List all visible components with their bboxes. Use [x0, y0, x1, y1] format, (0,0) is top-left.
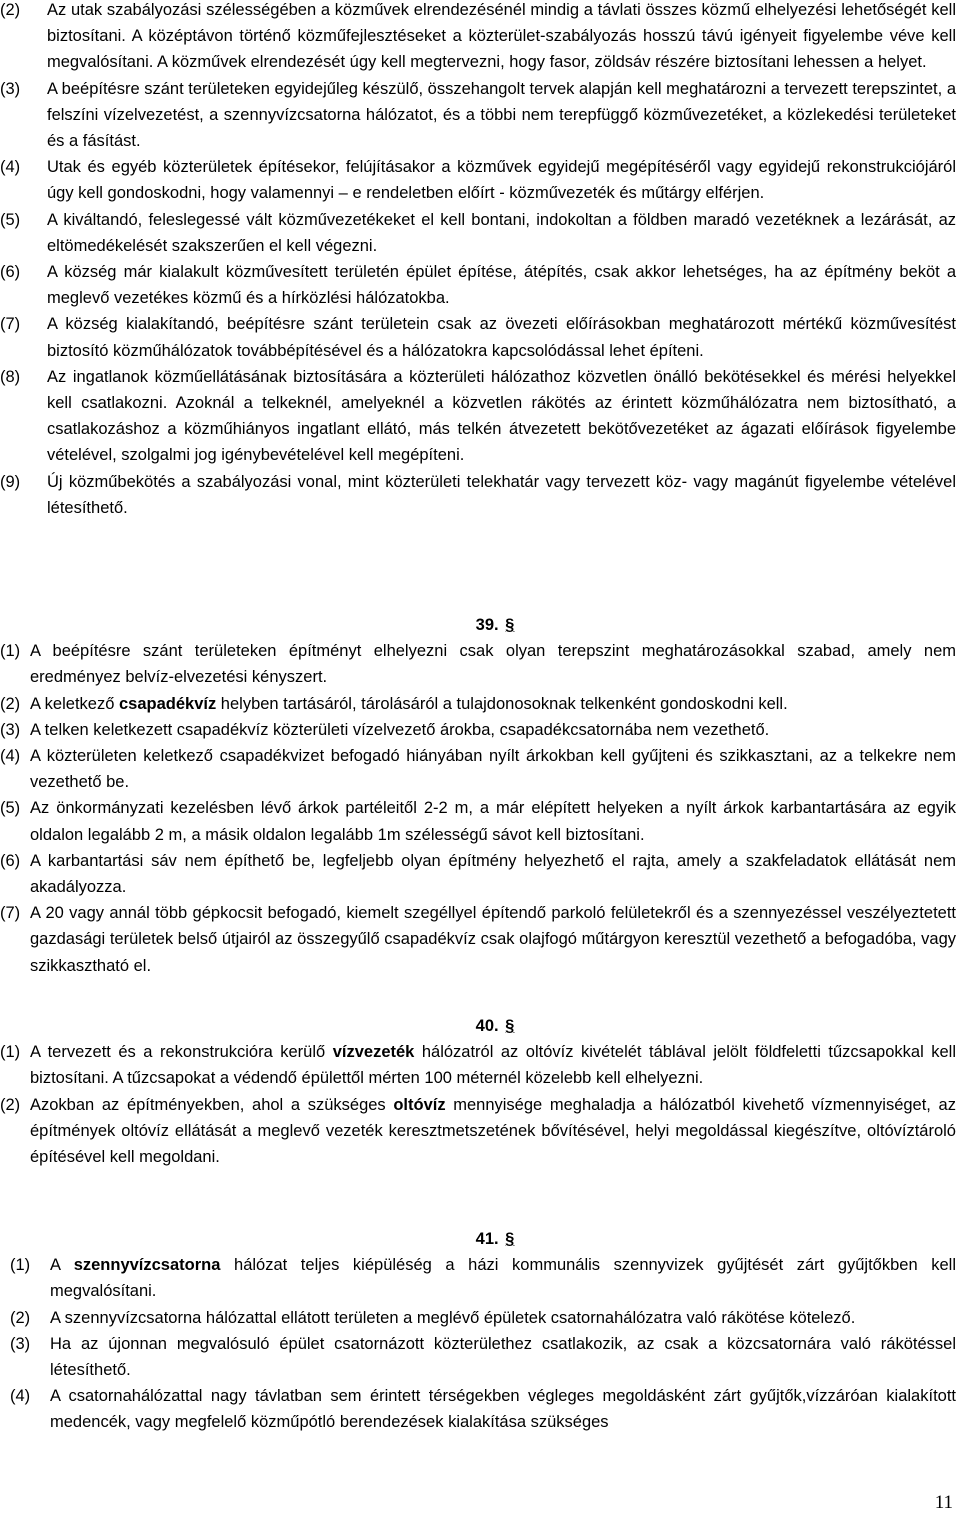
paragraph-text-post: hálózat teljes kiépüléség a házi kommunális szennyvizek gyűjtését zárt gyűjtőkben kell megvalósítani.	[50, 1256, 956, 1301]
paragraph-2	[0, 691, 956, 717]
section-symbol: §	[505, 616, 515, 634]
paragraph-number: (4)	[10, 1387, 31, 1406]
paragraph-text: A közterületen keletkező csapadékvizet befogadó hiányában nyílt árkokban kell gyűjteni és szikkasztani, az a telkekre nem vezethető be.	[30, 747, 956, 792]
paragraph-number: (2)	[10, 1308, 31, 1327]
section-heading	[0, 1013, 960, 1039]
paragraph-text-pre: A tervezett és a rekonstrukcióra kerülő	[30, 1043, 333, 1062]
paragraph-6	[0, 848, 956, 900]
paragraph-number: (6)	[0, 851, 21, 870]
paragraph-text: Ha az újonnan megvalósuló épület csatornázott közterülethez csatlakozik, az csak a közcsatornára való rákötéssel létesíthető.	[50, 1334, 956, 1380]
paragraph-number: (1)	[0, 642, 21, 661]
paragraph-number: (2)	[0, 1095, 21, 1114]
paragraph-text: A beépítésre szánt területeken egyidejűleg készülő, összehangolt tervek alapján kell meghatározni a tervezett terepszintet, a felszíni vízelvezetést, a szennyvízcsatorna hálózatot, és a többi nem terepfüggő közművezetéket, a közlekedési területeket és a fásítást.	[47, 79, 956, 151]
paragraph-text: Az önkormányzati kezelésben lévő árkok partéleitől 2-2 m, a már elépített helyeken a nyílt árkok karbantartására az egyik oldalon legalább 2 m, a másik oldalon legalább 1m szélességű sávot kell biztosítani.	[30, 799, 956, 844]
paragraph-text-pre: Azokban az építményekben, ahol a szükséges	[30, 1095, 394, 1114]
keyword-bold: szennyvízcsatorna	[73, 1256, 221, 1275]
keyword-bold: vízvezeték	[332, 1043, 415, 1062]
section-heading	[0, 1226, 960, 1252]
paragraph-3	[0, 1331, 956, 1383]
paragraph-text: A beépítésre szánt területeken építményt elhelyezni csak olyan terepszint meghatározásokkal szabad, amely nem eredményez belvíz-elvezetési kényszert.	[30, 642, 956, 687]
paragraph-9	[0, 469, 956, 521]
regulation-block-1	[0, 0, 960, 521]
paragraph-4	[0, 743, 956, 795]
paragraph-number: (7)	[0, 315, 21, 334]
keyword-bold: csapadékvíz	[118, 694, 217, 713]
paragraph-6	[0, 259, 956, 311]
paragraph-3	[0, 717, 956, 743]
paragraph-5	[0, 207, 956, 259]
section-number: 39.	[475, 616, 499, 634]
paragraph-1	[0, 1252, 956, 1304]
paragraph-text: A telken keletkezett csapadékvíz közterületi vízelvezető árokba, csapadékcsatornába nem vezethető.	[30, 720, 770, 739]
paragraph-text: A község már kialakult közművesített területén épület építése, átépítés, csak akkor lehetséges, ha az építmény beköt a meglevő vezetékes közmű és a hírközlési hálózatokba.	[47, 263, 956, 308]
paragraph-text-post: hálózatról az oltóvíz kivételét táblával jelölt földfeletti tűzcsapokkal kell biztosítani. A tűzcsapokat a védendő épülettől mérten 100 méternél közelebb kell elhelyezni.	[30, 1043, 956, 1088]
paragraph-number: (2)	[0, 1, 21, 19]
paragraph-number: (5)	[0, 210, 21, 229]
paragraph-number: (8)	[0, 367, 21, 386]
section-symbol: §	[505, 1017, 515, 1035]
paragraph-text: Az utak szabályozási szélességében a közművek elrendezésénél mindig a távlati összes közmű elhelyezési lehetőségét kell biztosítani. A középtávon történő közműfejlesztéseket a közterület-szabályozás hosszú távú igényeit figyelembe véve kell megvalósítani. A közművek elrendezését úgy kell megtervezni, hogy fasor, zöldsáv részére biztosítani lehessen a helyet.	[47, 1, 956, 72]
paragraph-number: (3)	[0, 720, 21, 739]
paragraph-number: (1)	[0, 1043, 21, 1062]
paragraph-text: A község kialakítandó, beépítésre szánt területein csak az övezeti előírásokban meghatározott mértékű közművesítést biztosító közműhálózatok továbbépítésével és a hálózatokra kapcsolódással lehet építeni.	[47, 315, 956, 360]
paragraph-number: (3)	[0, 79, 21, 98]
section-number: 40.	[475, 1017, 499, 1035]
paragraph-text-pre: A keletkező	[30, 694, 119, 713]
section-heading	[0, 612, 960, 638]
paragraph-text-post: mennyisége meghaladja a hálózatból kivehető vízmennyiséget, az építmények oltóvíz ellátását a meglevő vezeték keresztmetszetének bővítésével, helyi megoldással kiegészítve, oltóvíztároló építésével kell megoldani.	[30, 1095, 956, 1167]
paragraph-2	[0, 0, 956, 76]
paragraph-text: Az ingatlanok közműellátásának biztosítására a közterületi hálózathoz közvetlen önálló bekötésekkel és mérési helyekkel kell csatlakozni. Azoknál a telkeknél, amelyeknél a közvetlen rákötés az érintett közműhálózatra nem biztosítható, a csatlakozáshoz a közműhiányos ingatlant ellátó, más telkén átvezetett bekötővezetéket az ágazati előírások figyelembe vételével, szolgalmi jog igénybevételével kell megépíteni.	[47, 367, 956, 465]
section-40	[0, 1013, 960, 1170]
paragraph-4	[0, 1383, 956, 1435]
paragraph-number: (4)	[0, 158, 21, 177]
section-41	[0, 1226, 960, 1436]
paragraph-text: Új közműbekötés a szabályozási vonal, mint közterületi telekhatár vagy tervezett köz- vagy magánút figyelembe vételével létesíthető.	[47, 472, 956, 517]
keyword-bold: oltóvíz	[393, 1095, 446, 1114]
paragraph-number: (1)	[10, 1256, 31, 1275]
page-number: 11	[934, 1492, 953, 1513]
paragraph-text: Utak és egyéb közterületek építésekor, felújításakor a közművek egyidejű megépítéséről vagy egyidejű rekonstrukciójáról úgy kell gondoskodni, hogy valamennyi – e rendeletben előírt - közművezeték és műtárgy elférjen.	[47, 158, 956, 203]
section-39	[0, 612, 960, 979]
paragraph-text-post: helyben tartásáról, tárolásáról a tulajdonosoknak telkenként gondoskodni kell.	[216, 694, 788, 713]
paragraph-text: A 20 vagy annál több gépkocsit befogadó, kiemelt szegéllyel építendő parkoló felületekről és a szennyezéssel veszélyeztetett gazdasági területek belső útjairól az összegyűlő csapadékvíz csak olajfogó műtárgyon keresztül vezethető a befogadóba, vagy szikkasztható el.	[30, 904, 956, 975]
paragraph-4	[0, 154, 956, 206]
paragraph-7	[0, 900, 956, 979]
paragraph-number: (6)	[0, 263, 21, 282]
paragraph-number: (3)	[10, 1334, 31, 1353]
paragraph-text-pre: A	[50, 1256, 74, 1275]
section-number: 41.	[475, 1230, 499, 1248]
paragraph-text: A szennyvízcsatorna hálózattal ellátott területen a meglévő épületek csatornahálózatra való rákötése kötelező.	[50, 1308, 856, 1327]
section-symbol: §	[505, 1230, 515, 1248]
paragraph-number: (7)	[0, 904, 21, 923]
paragraph-text: A karbantartási sáv nem építhető be, legfeljebb olyan építmény helyezhető el rajta, amely a szakfeladatok ellátását nem akadályozza.	[30, 851, 956, 897]
paragraph-text: A kiváltandó, feleslegessé vált közművezetékeket el kell bontani, indokoltan a földben maradó vezetéknek a lezárását, az eltömedékelését szakszerűen el kell végezni.	[47, 210, 956, 255]
paragraph-3	[0, 76, 956, 155]
paragraph-7	[0, 311, 956, 363]
paragraph-2	[0, 1092, 956, 1171]
paragraph-number: (9)	[0, 472, 21, 491]
paragraph-1	[0, 1039, 956, 1091]
paragraph-number: (5)	[0, 799, 21, 818]
paragraph-number: (2)	[0, 694, 21, 713]
paragraph-8	[0, 364, 956, 469]
paragraph-2	[0, 1305, 956, 1331]
paragraph-1	[0, 638, 956, 690]
paragraph-number: (4)	[0, 747, 21, 766]
paragraph-text: A csatornahálózattal nagy távlatban sem érintett térségekben végleges megoldásként zárt gyűjtők,vízzáróan kialakított medencék, vagy megfelelő közműpótló berendezések kialakítása szükséges	[50, 1387, 956, 1432]
paragraph-5	[0, 795, 956, 847]
